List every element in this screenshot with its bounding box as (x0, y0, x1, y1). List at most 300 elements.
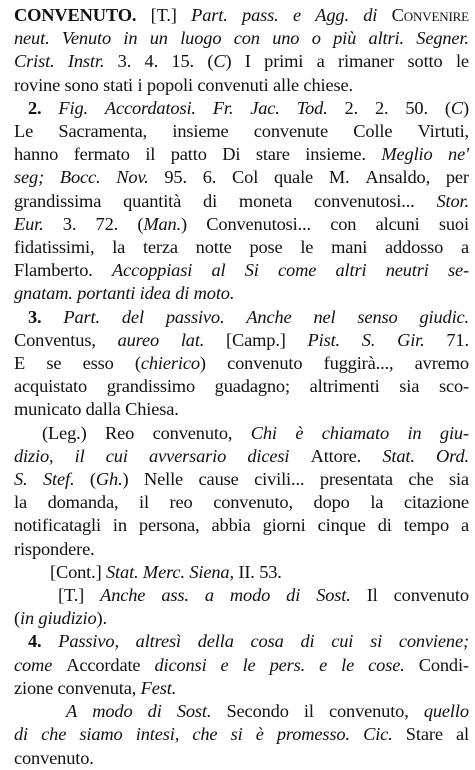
word (172, 120, 228, 143)
text-segment: convenute (253, 121, 329, 142)
text-segment: ) (199, 353, 206, 374)
text-line (14, 422, 469, 445)
word (316, 584, 351, 607)
word (386, 259, 429, 282)
text-segment: ( (444, 97, 451, 118)
word (363, 723, 393, 746)
word (278, 259, 316, 282)
text-segment: al (211, 260, 226, 281)
text-segment: è (255, 724, 264, 745)
text-segment: patto (170, 144, 207, 165)
text-segment: senso (357, 306, 398, 327)
word (90, 468, 129, 491)
word (145, 50, 159, 73)
text-segment: domanda, (47, 492, 119, 513)
word (320, 468, 393, 491)
word (406, 723, 443, 746)
text-segment: fermato (73, 144, 130, 165)
text-line (14, 50, 469, 73)
word (66, 654, 140, 677)
text-segment: cause (198, 469, 239, 490)
text-segment: Fr. (212, 97, 234, 118)
word (448, 259, 469, 282)
text-line (14, 27, 469, 50)
text-segment: e (319, 654, 328, 675)
word (136, 630, 181, 653)
word (198, 630, 234, 653)
text-line (14, 514, 469, 537)
word (404, 491, 469, 514)
word (322, 422, 389, 445)
text-segment: convenuto, (328, 701, 409, 722)
text-segment: Jac. (250, 97, 280, 118)
text-segment: Convenire (391, 5, 469, 25)
word (14, 27, 50, 50)
word (404, 514, 449, 537)
word (293, 4, 301, 27)
text-segment: di (363, 5, 378, 25)
word (207, 50, 231, 73)
word (331, 236, 367, 259)
word (145, 143, 155, 166)
word (399, 375, 419, 398)
word (143, 236, 178, 259)
word (14, 190, 101, 213)
word (14, 352, 25, 375)
text-segment: 2. (374, 97, 389, 118)
word (62, 27, 111, 50)
word (170, 491, 193, 514)
text-segment: ( (89, 469, 96, 490)
text-segment: terza (142, 237, 178, 258)
word (58, 97, 88, 120)
text-segment: a (460, 515, 469, 536)
word (456, 723, 469, 746)
word (405, 97, 428, 120)
word (231, 723, 243, 746)
text-segment: Secondo (226, 701, 289, 722)
text-segment: Accoppiasi (111, 260, 193, 281)
text-segment: aureo (117, 329, 160, 350)
word (164, 166, 187, 189)
text-segment: cui (105, 445, 128, 466)
text-segment: C (450, 97, 463, 118)
word (153, 422, 233, 445)
text-line (14, 213, 469, 236)
word (254, 120, 328, 143)
word (341, 654, 354, 677)
text-segment: la (14, 492, 27, 513)
word (203, 190, 217, 213)
text-segment: il (303, 701, 314, 722)
text-segment: Part. (63, 306, 100, 327)
word (370, 630, 382, 653)
text-segment: Fig. (58, 97, 88, 118)
text-segment: convenuto, (152, 422, 233, 443)
word (46, 352, 61, 375)
word (14, 213, 44, 236)
word (66, 700, 77, 723)
word (416, 27, 469, 50)
text-segment: Il (366, 585, 378, 606)
text-segment: 3. (117, 51, 132, 72)
word (41, 723, 66, 746)
word (317, 50, 325, 73)
text-segment: rispondere. (14, 538, 95, 559)
word (112, 236, 125, 259)
text-segment: sotto (407, 51, 443, 72)
text-segment: chierico (140, 353, 200, 374)
text-segment: Stor. (436, 190, 469, 211)
text-segment: di (300, 631, 315, 652)
word (58, 584, 84, 607)
text-segment: ) (225, 51, 232, 72)
text-segment: ne' (448, 144, 469, 165)
word (166, 306, 225, 329)
word (148, 700, 162, 723)
text-segment: cinque (317, 515, 366, 536)
text-segment: per (445, 167, 469, 188)
text-segment: dicesi (247, 445, 290, 466)
word (335, 259, 366, 282)
word (408, 50, 443, 73)
text-segment: sco- (438, 376, 469, 397)
text-segment: ). (96, 608, 107, 629)
word (171, 50, 194, 73)
text-segment: abbia (211, 515, 251, 536)
text-segment: convenutosi... (314, 190, 415, 211)
word (14, 166, 44, 189)
text-segment: Stat. (382, 445, 415, 466)
text-segment: Part. (191, 5, 228, 25)
word (338, 50, 394, 73)
text-segment: 4. (28, 631, 42, 652)
word (243, 654, 256, 677)
text-segment: 4. (144, 51, 159, 72)
word (314, 491, 350, 514)
word (112, 259, 192, 282)
text-segment: primi (264, 51, 304, 72)
word (63, 306, 100, 329)
word (424, 700, 469, 723)
text-segment: citazione (403, 492, 469, 513)
text-segment: cui (331, 631, 354, 652)
text-segment: [T.] (58, 585, 85, 606)
text-line (14, 747, 469, 770)
text-segment: se (46, 353, 62, 374)
word (212, 514, 251, 537)
word (58, 630, 119, 653)
text-segment: Segner. (416, 28, 469, 49)
word (83, 352, 114, 375)
text-segment: [T.] (150, 5, 177, 25)
text-segment: a (460, 237, 469, 258)
text-segment: altri. (368, 28, 404, 49)
text-segment: e (292, 5, 301, 25)
text-segment: notificatagli (14, 515, 101, 536)
text-line (14, 677, 469, 700)
word (407, 422, 421, 445)
text-segment: le (242, 654, 256, 675)
word (446, 329, 469, 352)
word (365, 166, 430, 189)
word (274, 166, 313, 189)
word (226, 329, 286, 352)
word (226, 700, 288, 723)
text-segment: Tod. (296, 97, 328, 118)
word (230, 584, 270, 607)
text-segment: Gir. (397, 329, 425, 350)
text-segment: Accordatosi. (104, 97, 196, 118)
text-line (14, 352, 469, 375)
word (136, 723, 179, 746)
word (107, 375, 195, 398)
text-segment: Convenutosi... (206, 213, 311, 234)
word (14, 514, 101, 537)
text-segment: giorni (262, 515, 306, 536)
text-segment: S. (361, 329, 376, 350)
text-segment: avversario (149, 445, 227, 466)
text-segment: 72. (95, 213, 119, 234)
text-segment: Cic. (363, 724, 393, 745)
text-line (14, 538, 469, 561)
word (28, 630, 42, 653)
text-segment: dopo (313, 492, 350, 513)
text-segment: le (341, 654, 355, 675)
text-segment: addosso (385, 237, 444, 258)
text-segment: dizio, (14, 445, 54, 466)
word (227, 352, 302, 375)
text-segment: notte (195, 237, 232, 258)
text-segment: S. (14, 469, 28, 490)
word (161, 584, 189, 607)
text-segment: guadagno; (214, 376, 290, 397)
text-segment: della (197, 631, 234, 652)
text-segment: persona, (138, 515, 200, 536)
word (449, 468, 469, 491)
word (254, 468, 304, 491)
word (461, 236, 469, 259)
word (318, 514, 366, 537)
word (213, 97, 234, 120)
word (415, 352, 469, 375)
word (118, 329, 159, 352)
word (234, 27, 260, 50)
text-segment: ( (207, 51, 214, 72)
text-segment: a (204, 585, 214, 606)
word (239, 190, 292, 213)
word (14, 468, 28, 491)
text-segment: è (295, 422, 304, 443)
text-segment: II. 53. (233, 561, 282, 582)
word (171, 143, 207, 166)
word (367, 584, 378, 607)
word (436, 190, 468, 213)
text-segment: ) (462, 97, 469, 118)
word (376, 213, 420, 236)
word (382, 445, 414, 468)
word (375, 97, 389, 120)
text-segment: ( (134, 353, 141, 374)
text-segment: siamo (79, 724, 123, 745)
text-segment: moneta (238, 190, 293, 211)
text-segment: Sost. (316, 585, 351, 606)
text-segment: E (14, 353, 26, 374)
text-segment: di (286, 585, 301, 606)
text-segment: un (149, 28, 168, 49)
text-segment: se- (447, 260, 469, 281)
text-segment: di (203, 190, 218, 211)
text-segment: stare (255, 144, 290, 165)
word (122, 306, 144, 329)
text-segment: alcuni (375, 213, 420, 234)
text-line (14, 120, 469, 143)
text-segment: Pist. (307, 329, 341, 350)
text-segment: 3. (28, 306, 42, 327)
text-segment: Passivo, (58, 631, 119, 652)
word (310, 375, 380, 398)
text-line (14, 4, 469, 27)
text-segment: 2. (28, 97, 42, 118)
text-segment: ) (122, 469, 129, 490)
word (211, 259, 225, 282)
text-segment: altresì (135, 631, 181, 652)
word (251, 422, 277, 445)
text-segment: convenuto, (213, 492, 293, 513)
word (440, 422, 469, 445)
word (369, 27, 404, 50)
text-segment: in (123, 28, 138, 49)
word (272, 27, 299, 50)
text-segment: come (278, 260, 317, 281)
text-segment: modo (229, 585, 271, 606)
word (42, 422, 87, 445)
text-segment: cose. (368, 654, 405, 675)
text-segment: il (74, 445, 85, 466)
text-segment: quantità (123, 190, 182, 211)
text-line (14, 468, 469, 491)
word (314, 190, 415, 213)
text-segment: di (14, 724, 29, 745)
text-segment: tempo (403, 515, 449, 536)
word (215, 375, 290, 398)
text-segment: in (112, 515, 127, 536)
word (105, 97, 196, 120)
text-segment: pose (249, 237, 283, 258)
word (277, 723, 350, 746)
text-segment: Man. (143, 213, 182, 234)
text-segment: Si (244, 260, 259, 281)
text-segment: o (311, 28, 321, 49)
text-segment: conviene; (398, 631, 469, 652)
text-segment: civili... (254, 469, 305, 490)
text-line (14, 654, 469, 677)
text-segment: M. (328, 167, 350, 188)
word (221, 654, 229, 677)
text-segment: in giudizio (19, 608, 97, 629)
word (394, 584, 469, 607)
word (14, 491, 27, 514)
text-line (14, 236, 469, 259)
text-segment: [Cont.] (50, 561, 107, 582)
text-segment: Anche (246, 306, 292, 327)
word (14, 654, 52, 677)
text-segment: sia (399, 376, 420, 397)
word (14, 329, 96, 352)
text-segment: le (300, 237, 314, 258)
word (319, 654, 327, 677)
word (408, 468, 433, 491)
word (439, 375, 469, 398)
text-segment: più (333, 28, 357, 49)
text-segment: altri (335, 260, 367, 281)
word (206, 213, 311, 236)
text-segment: Di (222, 144, 241, 165)
text-segment: ass. (161, 585, 189, 606)
text-segment: C (213, 51, 226, 72)
word (177, 700, 212, 723)
text-segment: Attore. (310, 445, 362, 466)
text-line (14, 630, 469, 653)
text-segment: le (455, 51, 469, 72)
word (113, 514, 127, 537)
word (144, 468, 183, 491)
text-line (14, 375, 469, 398)
word (300, 630, 314, 653)
word (461, 514, 469, 537)
word (247, 445, 289, 468)
word (245, 50, 251, 73)
word (139, 491, 149, 514)
text-segment: 2. (344, 97, 359, 118)
text-segment: giu- (439, 422, 469, 443)
word (345, 97, 359, 120)
word (123, 190, 181, 213)
word (48, 491, 119, 514)
text-line (14, 445, 469, 468)
word (436, 445, 469, 468)
word (123, 27, 137, 50)
word (333, 27, 356, 50)
text-segment: a (316, 51, 325, 72)
word (60, 166, 101, 189)
word (154, 654, 206, 677)
text-line (14, 584, 469, 607)
text-segment: 95. (164, 167, 187, 188)
word (249, 236, 282, 259)
text-line (14, 259, 469, 282)
text-segment: Ord. (436, 445, 469, 466)
text-line (14, 282, 469, 305)
word (308, 329, 340, 352)
word (232, 166, 258, 189)
text-segment: convenuto. (14, 747, 94, 768)
text-segment: Stare (405, 724, 443, 745)
text-segment: che (41, 724, 67, 745)
text-segment: [Camp.] (226, 329, 286, 350)
text-segment: del (121, 306, 144, 327)
word (297, 97, 328, 120)
text-segment: Gh. (95, 469, 123, 490)
text-segment: insieme. (305, 144, 366, 165)
word (118, 50, 132, 73)
text-segment: Col (232, 167, 259, 188)
word (324, 352, 394, 375)
text-segment: uno (272, 28, 300, 49)
text-segment: sia (448, 469, 469, 490)
text-segment: gnatam. portanti idea di moto. (14, 283, 235, 304)
text-segment: acquistato (14, 376, 88, 397)
